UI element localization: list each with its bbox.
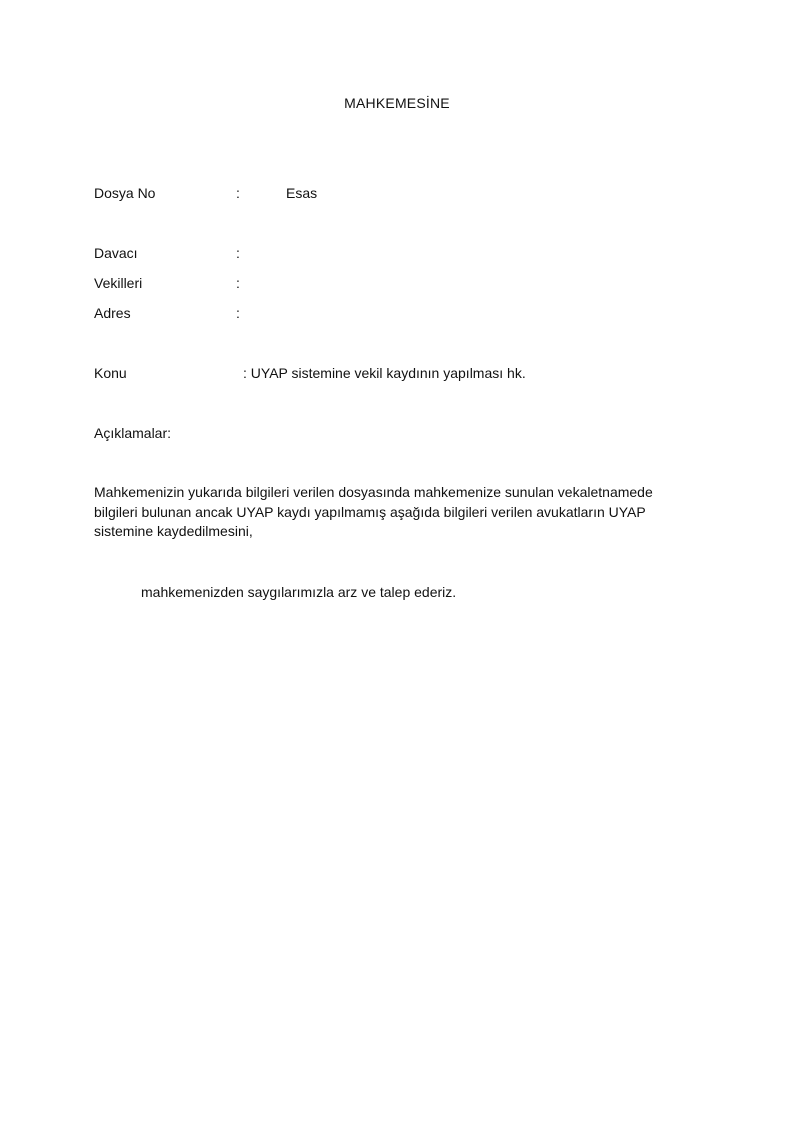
field-label: Konu xyxy=(94,365,127,381)
field-colon: : xyxy=(236,305,240,321)
field-value: : UYAP sistemine vekil kaydının yapılması hk. xyxy=(243,365,526,381)
field-colon: : xyxy=(236,275,240,291)
field-label: Dosya No xyxy=(94,185,156,201)
closing-statement: mahkemenizden saygılarımızla arz ve talep ederiz. xyxy=(141,584,457,600)
document-title: MAHKEMESİNE xyxy=(344,95,450,111)
aciklamalar-heading: Açıklamalar: xyxy=(94,425,172,441)
field-label: Vekilleri xyxy=(94,275,143,291)
body-paragraph: Mahkemenizin yukarıda bilgileri verilen dosyasında mahkemenize sunulan vekaletnamede bilgileri bulunan ancak UYAP kaydı yapılmamış aşağıda bilgileri verilen avukatların UYAP sistemine kaydedilmesini, xyxy=(94,484,653,539)
field-label: Adres xyxy=(94,305,131,321)
field-colon: : xyxy=(236,185,240,201)
field-label: Davacı xyxy=(94,245,138,261)
field-colon: : xyxy=(236,245,240,261)
field-value: Esas xyxy=(286,185,318,201)
